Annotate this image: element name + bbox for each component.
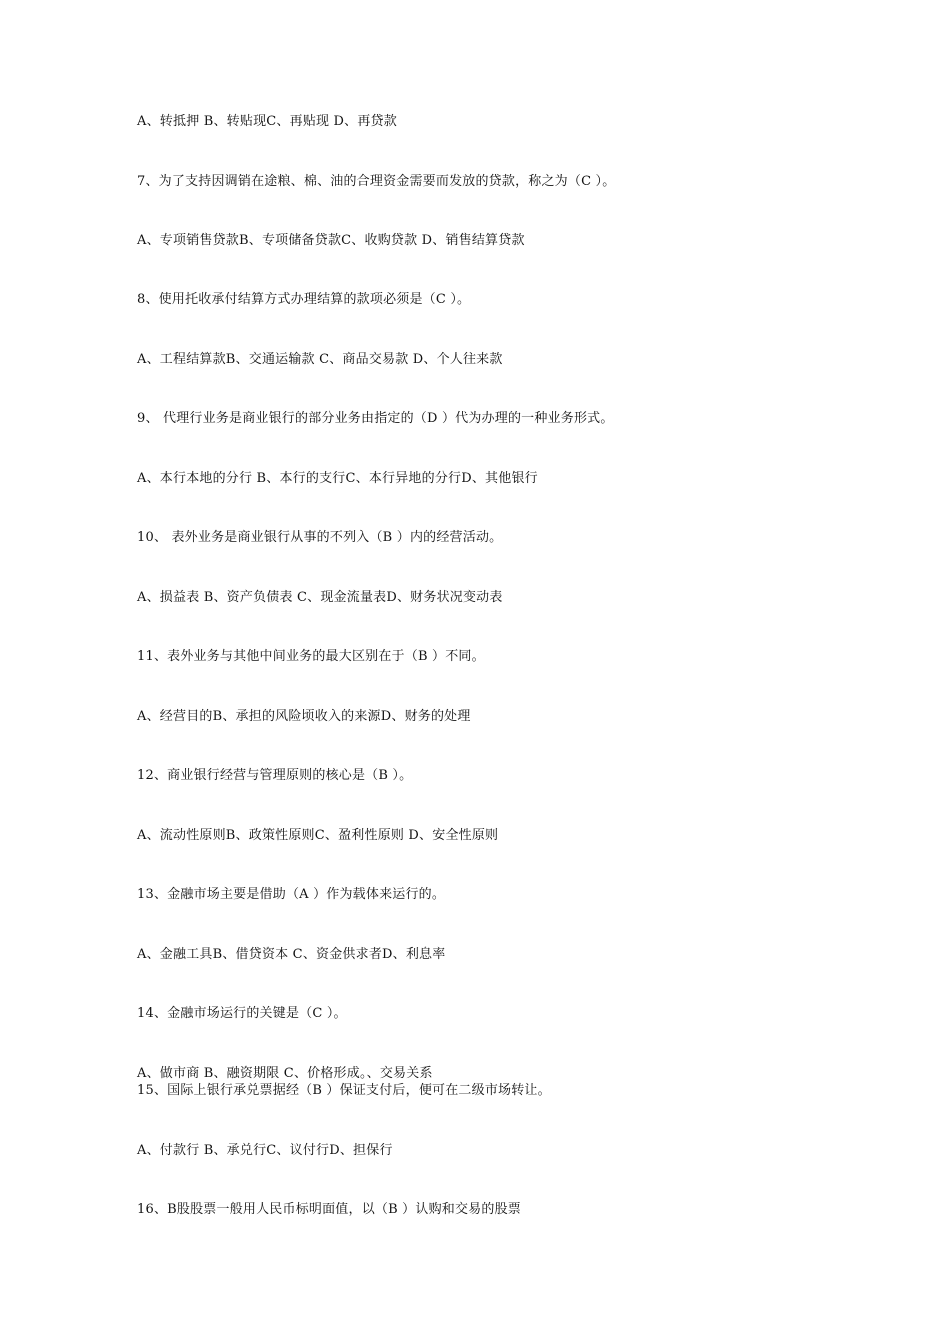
question-line-16: 16、B股股票一般用人民币标明面值，以（B ）认购和交易的股票 (137, 1202, 521, 1217)
question-line-14: 14、金融市场运行的关键是（C ）。 (137, 1006, 347, 1021)
question-line-10: 10、 表外业务是商业银行从事的不列入（B ）内的经营活动。 (137, 530, 503, 545)
answer-options-line: A、付款行 B、承兑行C、议付行D、担保行 (137, 1143, 393, 1158)
question-line-8: 8、使用托收承付结算方式办理结算的款项必须是（C ）。 (137, 292, 471, 307)
answer-options-line: A、损益表 B、资产负债表 C、现金流量表D、财务状况变动表 (137, 590, 503, 605)
question-line-7: 7、为了支持因调销在途粮、棉、油的合理资金需要而发放的贷款，称之为（C ）。 (137, 174, 616, 189)
question-line-11: 11、表外业务与其他中间业务的最大区别在于（B ）不同。 (137, 649, 485, 664)
answer-options-line: A、工程结算款B、交通运输款 C、商品交易款 D、个人往来款 (137, 352, 503, 367)
answer-options-line: A、经营目的B、承担的风险顷收入的来源D、财务的处理 (137, 709, 471, 724)
answer-options-line: A、专项销售贷款B、专项储备贷款C、收购贷款 D、销售结算贷款 (137, 233, 525, 248)
answer-options-line: A、流动性原则B、政策性原则C、盈利性原则 D、安全性原则 (137, 828, 499, 843)
answer-options-line: A、做市商 B、融资期限 C、价格形成。、交易关系 (137, 1066, 433, 1081)
answer-options-line: A、金融工具B、借贷资本 C、资金供求者D、利息率 (137, 947, 446, 962)
answer-options-line: A、转抵押 B、转贴现C、再贴现 D、再贷款 (137, 114, 397, 129)
question-line-9: 9、 代理行业务是商业银行的部分业务由指定的（D ）代为办理的一种业务形式。 (137, 411, 614, 426)
question-line-15: 15、国际上银行承兑票据经（B ）保证支付后，便可在二级市场转让。 (137, 1083, 551, 1098)
answer-options-line: A、本行本地的分行 B、本行的支行C、本行异地的分行D、其他银行 (137, 471, 538, 486)
question-line-13: 13、金融市场主要是借助（A ）作为载体来运行的。 (137, 887, 446, 902)
question-line-12: 12、商业银行经营与管理原则的核心是（B ）。 (137, 768, 413, 783)
